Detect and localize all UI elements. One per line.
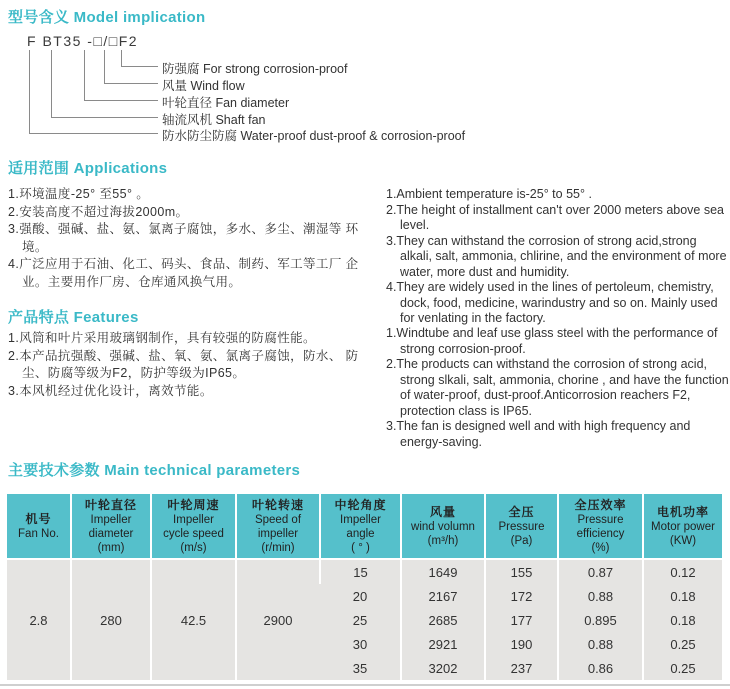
applications-heading: 适用范围 Applications [8, 160, 168, 177]
col-header-en: Impeller diameter (mm) [88, 513, 134, 554]
applications-en-item: 4.They are widely used in the lines of pertoleum, chemistry, dock, food, medicine, warindustry and so on. Mainly used for venlating in the factory. [386, 280, 718, 325]
parameters-table [7, 494, 722, 680]
features-en-item: 2.The products can withstand the corrosion of strong acid, strong slkali, salt, ammonia, chorine , and have the function of water-proof, dust-proof.Anticorrosion reachers F2, protection class is IP65. [386, 357, 729, 418]
cell-efficiency: 0.88 [558, 632, 643, 656]
cell-volume: 2685 [401, 608, 485, 632]
applications-en-list [386, 187, 730, 327]
cell-fan-no: 2.8 [7, 559, 71, 680]
model-label-waterproof: 防水防尘防腐 Water-proof dust-proof & corrosion-proof [162, 129, 466, 143]
cell-angle: 35 [320, 656, 401, 680]
applications-zh-list [8, 186, 380, 291]
cell-pressure: 237 [485, 656, 558, 680]
applications-zh-item: 4.广泛应用于石油、化工、码头、食品、制药、军工等工厂 企业。主要用作厂房、仓库通风换气用。 [8, 257, 359, 289]
col-header-zh: 叶轮直径 [84, 497, 137, 512]
col-header-pressure [485, 494, 558, 559]
cell-efficiency: 0.895 [558, 608, 643, 632]
col-header-wind-volume [401, 494, 485, 559]
cell-pressure: 172 [485, 584, 558, 608]
col-header-en: Fan No. [18, 527, 59, 540]
cell-angle: 30 [320, 632, 401, 656]
col-header-impeller-diameter [71, 494, 151, 559]
cell-speed: 2900 [236, 559, 320, 680]
col-header-motor-power [643, 494, 722, 559]
col-header-zh: 叶轮周速 [167, 497, 220, 512]
page-bottom-rule [0, 684, 730, 686]
model-label-corrosion-proof: 防强腐 For strong corrosion-proof [162, 62, 348, 76]
cell-power: 0.18 [643, 584, 722, 608]
col-header-zh: 叶轮转速 [251, 497, 304, 512]
model-label-wind-flow: 风量 Wind flow [162, 79, 245, 93]
applications-zh-item: 3.强酸、强碱、盐、氨、氯离子腐蚀，多水、多尘、潮湿等 环境。 [8, 222, 359, 254]
col-header-en: Impeller cycle speed (m/s) [163, 513, 224, 554]
col-header-zh: 风量 [429, 504, 456, 519]
cell-angle: 15 [320, 559, 401, 584]
col-header-en: Impeller angle ( ° ) [340, 513, 381, 554]
cell-volume: 3202 [401, 656, 485, 680]
cell-efficiency: 0.86 [558, 656, 643, 680]
features-en-list [386, 326, 730, 450]
features-en-item: 1.Windtube and leaf use glass steel with the performance of strong corrosion-proof. [386, 326, 718, 356]
cell-cycle-speed: 42.5 [151, 559, 236, 680]
model-connector-line [29, 50, 158, 134]
table-header-row [7, 494, 722, 559]
model-implication-heading: 型号含义 Model implication [8, 9, 206, 26]
col-header-zh: 全压效率 [574, 497, 627, 512]
applications-en-item: 1.Ambient temperature is-25° to 55° . [386, 187, 592, 201]
cell-angle: 25 [320, 608, 401, 632]
col-header-fan-no [7, 494, 71, 559]
cell-power: 0.25 [643, 632, 722, 656]
parameters-heading: 主要技术参数 Main technical parameters [8, 462, 301, 479]
cell-efficiency: 0.87 [558, 559, 643, 584]
features-en-item: 3.The fan is designed well and with high frequency and energy-saving. [386, 419, 691, 449]
col-header-en: Pressure efficiency (%) [576, 513, 625, 554]
col-header-zh: 全压 [508, 504, 535, 519]
cell-power: 0.25 [643, 656, 722, 680]
features-zh-item: 3.本风机经过优化设计，离效节能。 [8, 383, 213, 398]
cell-power: 0.12 [643, 559, 722, 584]
features-heading: 产品特点 Features [8, 309, 139, 326]
applications-zh-item: 2.安装高度不超过海拔2000m。 [8, 204, 189, 219]
col-header-impeller-cycle-speed [151, 494, 236, 559]
features-zh-item: 2.本产品抗强酸、强碱、盐、氧、氨、氯离子腐蚀，防水、 防尘、防腐等级为F2，防护等级为IP65。 [8, 348, 359, 380]
model-label-shaft-fan: 轴流风机 Shaft fan [162, 113, 266, 127]
col-header-en: Speed of impeller (r/min) [254, 513, 302, 554]
col-header-en: Motor power (KW) [651, 520, 715, 547]
col-header-en: wind volumn (m³/h) [411, 520, 475, 547]
applications-zh-item: 1.环境温度-25° 至55° 。 [8, 187, 150, 201]
col-header-impeller-speed [236, 494, 320, 559]
features-zh-item: 1.风筒和叶片采用玻璃钢制作，具有较强的防腐性能。 [8, 331, 316, 345]
cell-power: 0.18 [643, 608, 722, 632]
features-zh-list [8, 330, 380, 400]
col-header-zh: 中轮角度 [334, 497, 387, 512]
col-header-en: Pressure (Pa) [498, 520, 545, 547]
model-label-fan-diameter: 叶轮直径 Fan diameter [162, 96, 290, 110]
table-row [7, 559, 722, 584]
cell-volume: 2167 [401, 584, 485, 608]
applications-en-item: 3.They can withstand the corrosion of strong acid,strong alkali, salt, ammonia, chlirine, and the environment of more water, more dust and humidity. [386, 233, 727, 279]
col-header-zh: 电机功率 [656, 504, 709, 519]
applications-en-item: 2.The height of installment can't over 2000 meters above sea level. [386, 202, 725, 232]
cell-volume: 1649 [401, 559, 485, 584]
col-header-impeller-angle [320, 494, 401, 559]
col-header-pressure-efficiency [558, 494, 643, 559]
cell-diameter: 280 [71, 559, 151, 680]
col-header-zh: 机号 [25, 511, 52, 526]
cell-volume: 2921 [401, 632, 485, 656]
cell-pressure: 190 [485, 632, 558, 656]
cell-pressure: 155 [485, 559, 558, 584]
cell-efficiency: 0.88 [558, 584, 643, 608]
model-code: F BT35 -□/□F2 [27, 33, 139, 49]
cell-angle: 20 [320, 584, 401, 608]
cell-pressure: 177 [485, 608, 558, 632]
